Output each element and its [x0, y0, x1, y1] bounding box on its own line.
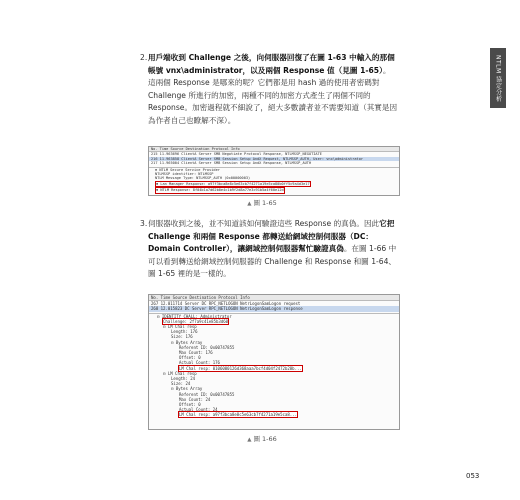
- paragraph-text: 。在圖 1-66 中可以看到轉送給網域控制伺服器的 Challenge 和 Response 和圖 1-64、圖 1-65 裡的是一樣的。: [148, 244, 397, 279]
- detail-tree-line: NTLMSSP identifier: NTLMSSP: [155, 172, 214, 177]
- packet-row: 216 11.963858 ClientA Server SMB Session Setup AndX Request, NTLMSSP_AUTH, User: vnx\administrator: [149, 157, 399, 161]
- detail-tree-line: ⊟ Bytes Array: [171, 339, 203, 345]
- detail-tree-line: ⊟ LM Chal resp: [163, 370, 197, 376]
- lm-response-line: ⊞ Lan Manager Response: a97f3bca8e8c5e63cb7f4271a19e5ca80b0ff5c9a4d3e17: [156, 181, 310, 186]
- packet-row: 268 12.015823 DC Server RPC_NETLOGON NetrLogonSamLogon response: [149, 306, 399, 311]
- ntlm-response-line: ⊞ NTLM Response: 8f04b1a7d62b0e4c1b9f2d8a77e3c91b5a4f60e12d: [156, 188, 284, 193]
- detail-tree-line: Size: 176: [171, 334, 193, 340]
- detail-tree-line: Size: 24: [171, 381, 191, 387]
- packet-row: 267 12.011714 Server DC RPC_NETLOGON NetrLogonSamLogon request: [151, 301, 301, 307]
- packet-list-header: No. Time Source Destination Protocol Info: [149, 295, 399, 301]
- packet-row: 215 11.963696 ClientA Server SMB Negotiate Protocol Response, NTLMSSP_NEGOTIATE: [151, 152, 322, 157]
- page-number: 053: [466, 472, 480, 480]
- item-number: 2.: [140, 53, 148, 62]
- nt-response-value: LM Chal resp: a97f3bca8e8c5e63cb7f4271a19e5ca8...: [179, 412, 298, 418]
- chapter-side-tab: NTLM 協定分析: [490, 48, 506, 108]
- detail-tree-line: Max Count: 176: [179, 350, 213, 356]
- detail-tree-line: NTLM Message Type: NTLMSSP_AUTH (0x00000003): [155, 176, 251, 181]
- lm-response-value: LM Chal resp: 0106000126d368aaa7bcf4d04f2472b28b...: [179, 365, 302, 371]
- item-number: 3.: [140, 219, 148, 228]
- triangle-icon: ▲: [247, 437, 252, 443]
- detail-tree-line: Actual Count: 24: [179, 407, 218, 413]
- detail-tree-line: Referent ID: 0x00747855: [179, 344, 235, 350]
- figure-caption-text: 圖 1-66: [253, 435, 277, 443]
- detail-tree-line: ⊟ NTLM Secure Service Provider: [155, 167, 220, 172]
- paragraph-text: 。這兩個 Response 是哪來的呢？它們都是用 hash 過的使用者密碼對 Challenge 所進行的加密，兩種不同的加密方式產生了兩個不同的 Response。加密過程就不細說了，絕大多數讀者並不需要知道（其實是因為作者自己也瞭解不深）。: [148, 65, 398, 125]
- paragraph-item-2: [140, 52, 398, 128]
- detail-tree-line: Offset: 0: [179, 402, 201, 408]
- detail-tree-line: Length: 176: [171, 329, 198, 335]
- paragraph-bold-text: 用戶端收到 Challenge 之後，向伺服器回復了在圖 1-63 中輸入的那個帳號 vnx\administrator，以及兩個 Response 值（見圖 1-65）: [148, 53, 395, 75]
- figure-caption: [212, 198, 312, 207]
- paragraph-item-3: [140, 218, 398, 281]
- detail-tree-line: Actual Count: 176: [179, 360, 220, 366]
- detail-tree-line: Max Count: 24: [179, 396, 211, 402]
- challenge-line: Challenge: 2f7a9c41e85b3d60: [163, 318, 229, 324]
- paragraph-bold-text: 它把 Challenge 和兩個 Response 都轉送給網域控制伺服器（DC：Domain Controller），讓網域控制伺服器幫忙驗證真偽: [148, 219, 395, 254]
- detail-tree-line: Length: 24: [171, 376, 196, 382]
- paragraph-text: 伺服器收到之後，並不知道該如何驗證這些 Response 的真偽。因此: [148, 219, 380, 228]
- detail-tree-line: ⊟ LM Chal resp: [163, 324, 197, 330]
- detail-tree-line: ⊟ IDENTITY_CHALL: Administrator: [157, 313, 232, 319]
- figure-caption: [212, 434, 312, 443]
- detail-tree-line: ⊟ Bytes Array: [171, 386, 203, 392]
- packet-list-header: No. Time Source Destination Protocol Info: [149, 147, 399, 152]
- figure-caption-text: 圖 1-65: [253, 199, 277, 207]
- detail-tree-line: Referent ID: 0x00747855: [179, 391, 235, 397]
- packet-capture-screenshot: [148, 146, 400, 196]
- detail-tree-line: Offset: 0: [179, 355, 201, 361]
- packet-row: 217 11.965004 ClientA Server SMB Session Setup AndX Response, NTLMSSP_AUTH: [151, 161, 312, 166]
- triangle-icon: ▲: [247, 201, 252, 207]
- packet-capture-screenshot: [148, 294, 400, 430]
